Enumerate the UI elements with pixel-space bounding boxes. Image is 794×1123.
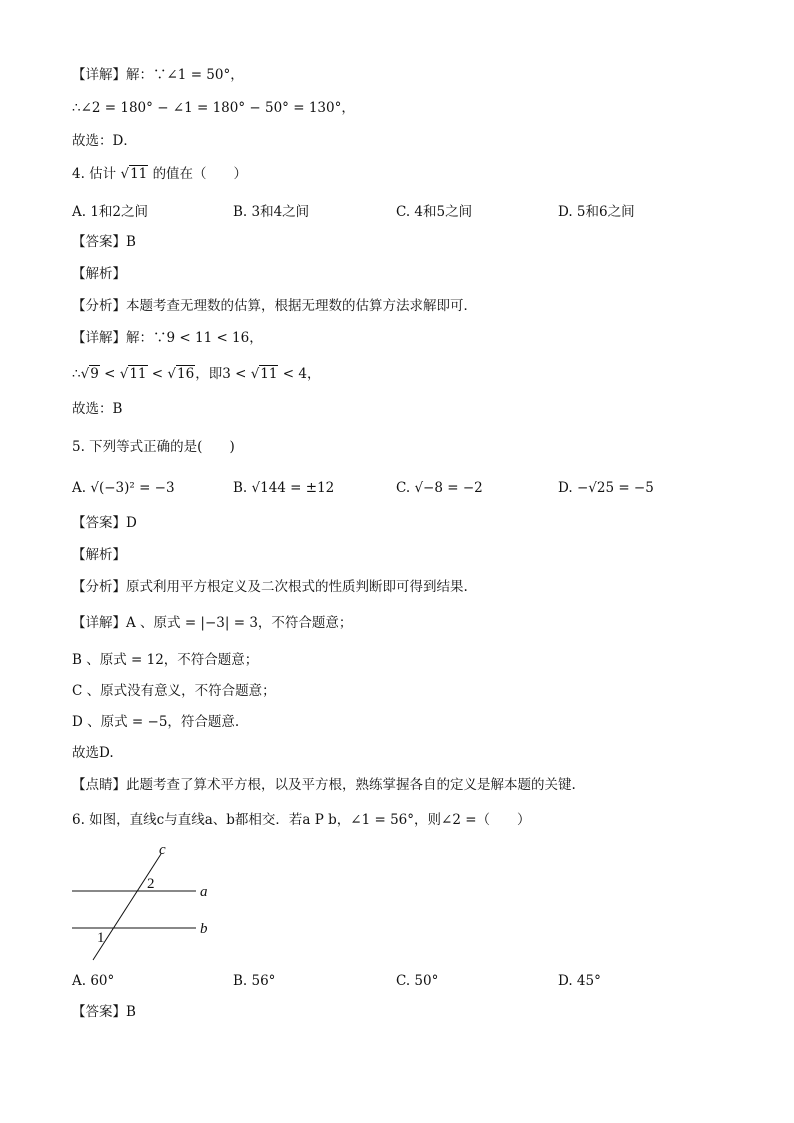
q5-detail-d: D 、原式 = −5，符合题意. (72, 714, 240, 730)
sqrt-9: √ 9 (81, 365, 100, 383)
angle-label-2: 2 (147, 876, 155, 892)
q4-option-d: D. 5和6之间 (558, 204, 635, 220)
q4-option-a: A. 1和2之间 (72, 204, 149, 220)
label-b: b (200, 921, 208, 937)
q4-number: 4. 估计 (72, 166, 117, 182)
q5-option-b: B. √144 = ±12 (233, 480, 335, 496)
q6-answer: 【答案】B (72, 1004, 136, 1020)
q5-analysis-heading: 【解析】 (72, 547, 126, 563)
solution-line-2: ∴∠2 = 180° − ∠1 = 180° − 50° = 130°， (72, 100, 355, 116)
q5-answer: 【答案】D (72, 515, 137, 531)
sqrt-11: √ 11 (120, 365, 148, 383)
q6-option-b: B. 56° (233, 973, 276, 989)
q5-option-c: C. √−8 = −2 (396, 480, 483, 496)
sqrt-11: √ 11 (120, 165, 148, 183)
selection-line: 故选：D． (72, 133, 137, 149)
question-6-stem: 6. 如图，直线c与直线a、b都相交．若a P b，∠1 = 56°，则∠2 =（ ） (72, 812, 531, 828)
q4-answer: 【答案】B (72, 234, 136, 250)
question-4-stem (72, 165, 247, 183)
q4-detail: 【详解】解：∵9 < 11 < 16， (72, 330, 263, 346)
q4-stem-tail: 的值在（ ） (152, 166, 248, 182)
q5-detail-b: B 、原式 = 12，不符合题意； (72, 652, 259, 668)
q4-analysis: 【分析】本题考查无理数的估算，根据无理数的估算方法求解即可． (72, 298, 477, 314)
solution-line-1: 【详解】解：∵∠1 = 50°， (72, 67, 244, 83)
q4-option-b: B. 3和4之间 (233, 204, 310, 220)
sqrt-11: √ 11 (251, 365, 279, 383)
label-a: a (200, 884, 208, 900)
q6-option-d: D. 45° (558, 973, 601, 989)
parallel-lines-figure (66, 842, 226, 966)
sqrt-16: √ 16 (167, 365, 195, 383)
q4-option-c: C. 4和5之间 (396, 204, 473, 220)
q5-detail: 【详解】A 、原式 = |−3| = 3，不符合题意； (72, 615, 353, 631)
q4-selection: 故选：B (72, 401, 123, 417)
question-5-stem: 5. 下列等式正确的是( ) (72, 439, 235, 455)
label-c: c (159, 842, 166, 858)
q5-option-d: D. −√25 = −5 (558, 480, 654, 496)
q6-option-c: C. 50° (396, 973, 439, 989)
q5-option-a: A. √(−3)² = −3 (72, 480, 175, 496)
q5-selection: 故选D. (72, 745, 114, 761)
q5-comment: 【点睛】此题考查了算术平方根，以及平方根，熟练掌握各自的定义是解本题的关键. (72, 777, 576, 793)
q4-inequality: ∴√ 9 < √ 11 < √ 16，即3 < √ 11 < 4， (72, 365, 320, 383)
q5-analysis: 【分析】原式利用平方根定义及二次根式的性质判断即可得到结果. (72, 579, 468, 595)
q6-option-a: A. 60° (72, 973, 115, 989)
q4-analysis-heading: 【解析】 (72, 266, 126, 282)
angle-label-1: 1 (97, 930, 105, 946)
q5-detail-c: C 、原式没有意义，不符合题意； (72, 683, 276, 699)
